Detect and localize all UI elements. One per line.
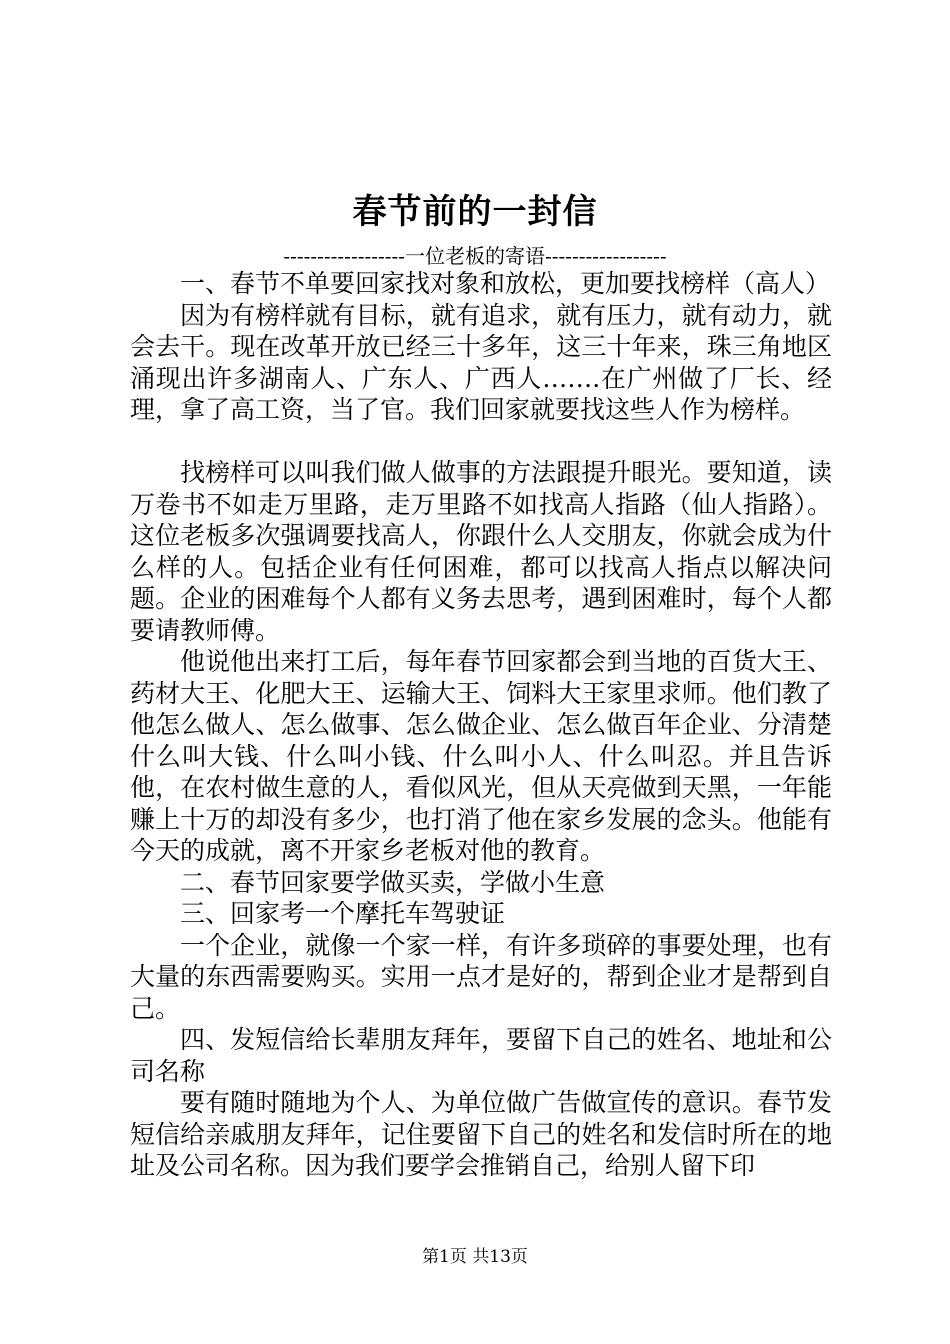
document-body bbox=[130, 268, 832, 1182]
paragraph: 四、发短信给长辈朋友拜年，要留下自己的姓名、地址和公司名称 bbox=[130, 1025, 832, 1086]
paragraph: 二、春节回家要学做买卖，学做小生意 bbox=[180, 867, 606, 897]
document-title: 春节前的一封信 bbox=[352, 192, 598, 232]
paragraph: 找榜样可以叫我们做人做事的方法跟提升眼光。要知道，读万卷书不如走万里路，走万里路不如找高人指路（仙人指路）。这位老板多次强调要找高人，你跟什么人交朋友，你就会成为什么样的人。包括企业有任何困难，都可以找高人指点以解决问题。企业的困难每个人都有义务去思考，遇到困难时，每个人都要请教师傅。 bbox=[130, 458, 832, 645]
paragraph: 三、回家考一个摩托车驾驶证 bbox=[180, 899, 506, 928]
paragraph: 他说他出来打工后，每年春节回家都会到当地的百货大王、药材大王、化肥大王、运输大王、饲料大王家里求师。他们教了他怎么做人、怎么做事、怎么做企业、怎么做百年企业、分清楚什么叫大钱、什么叫小钱、什么叫小人、什么叫忍。并且告诉他，在农村做生意的人，看似风光，但从天亮做到天黑，一年能赚上十万的却没有多少，也打消了他在家乡发展的念头。他能有今天的成就，离不开家乡老板对他的教育。 bbox=[130, 647, 832, 865]
paragraph: 一、春节不单要回家找对象和放松，更加要找榜样（高人） bbox=[180, 269, 831, 298]
paragraph: 因为有榜样就有目标，就有追求，就有压力，就有动力，就会去干。现在改革开放已经三十多年，这三十年来，珠三角地区涌现出许多湖南人、广东人、广西人…….在广州做了厂长、经理，拿了高工资，当了官。我们回家就要找这些人作为榜样。 bbox=[130, 300, 832, 424]
paragraph: 一个企业，就像一个家一样，有许多琐碎的事要处理，也有大量的东西需要购买。实用一点才是好的，帮到企业才是帮到自己。 bbox=[130, 930, 832, 1023]
page-number: 第1页 共13页 bbox=[422, 1247, 528, 1267]
document-subtitle: ------------------一位老板的寄语------------------ bbox=[283, 244, 667, 268]
paragraph: 要有随时随地为个人、为单位做广告做宣传的意识。春节发短信给亲戚朋友拜年，记住要留下自己的姓名和发信时所在的地址及公司名称。因为我们要学会推销自己，给别人留下印 bbox=[130, 1088, 832, 1180]
